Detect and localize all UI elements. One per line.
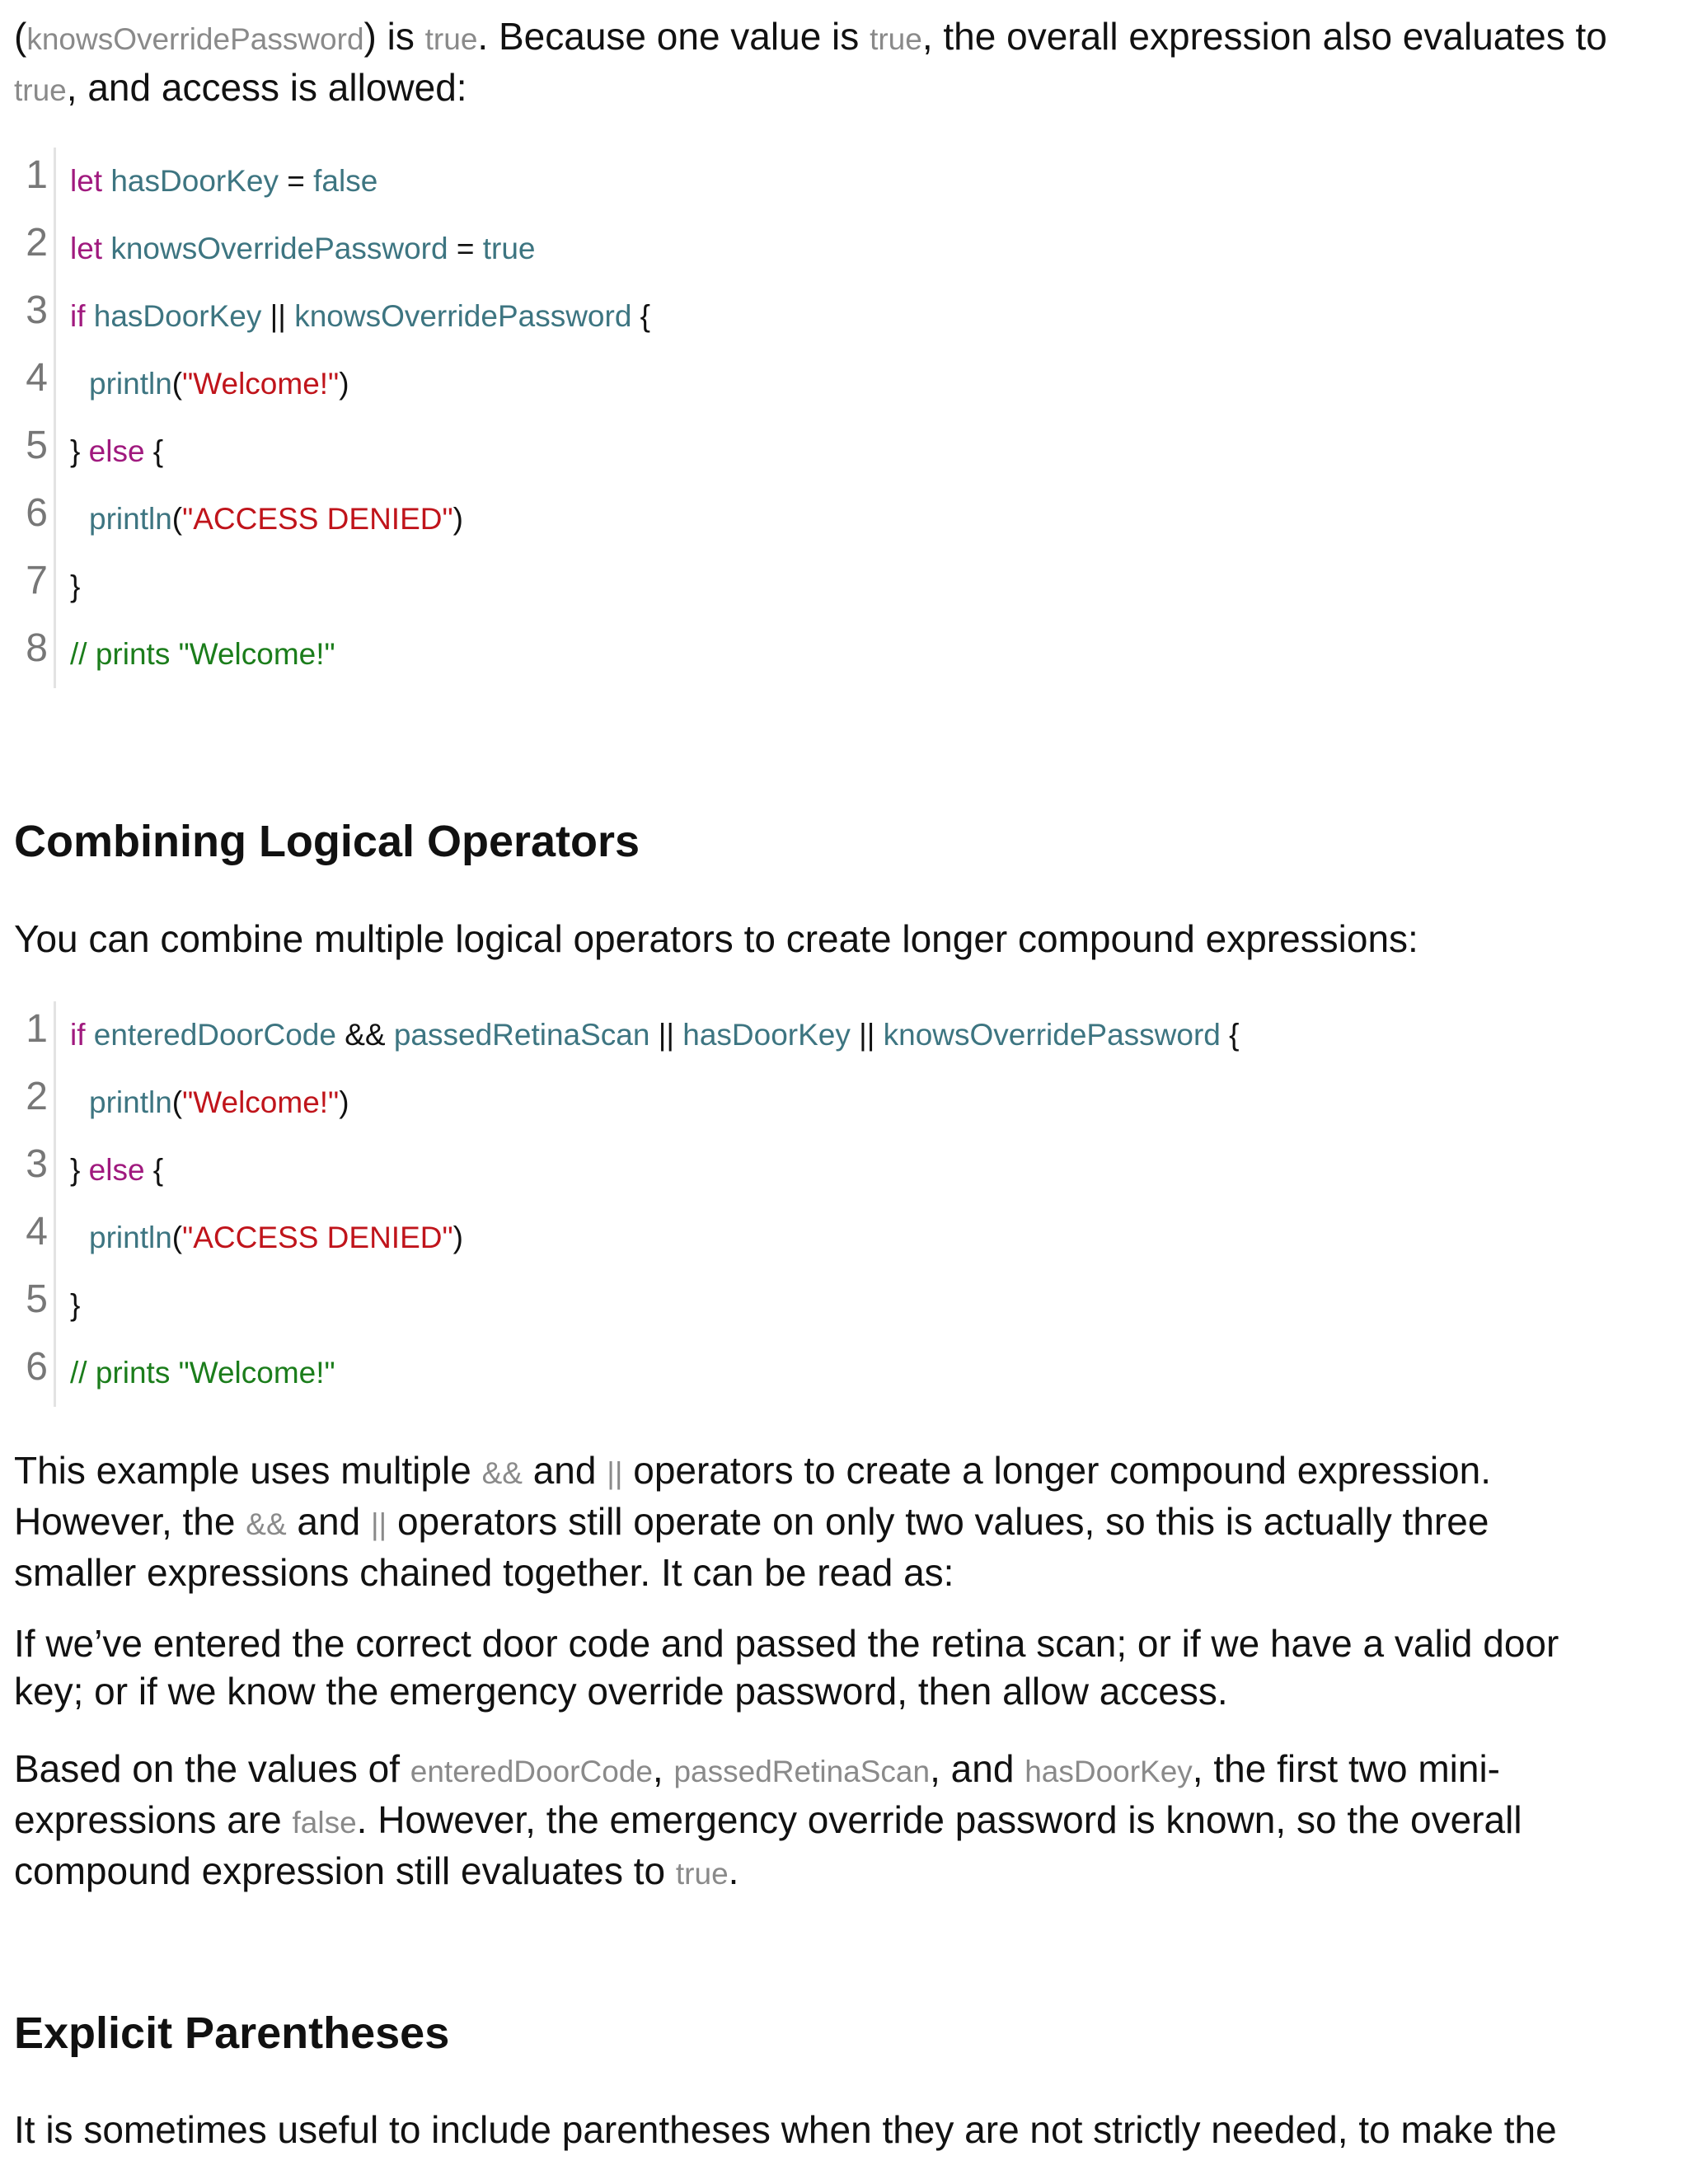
paren: (	[171, 367, 183, 401]
function-name: println	[89, 1085, 172, 1119]
text-fragment: This example uses multiple	[14, 1449, 482, 1492]
string-literal: "Welcome!"	[182, 1085, 340, 1119]
section-heading-combining: Combining Logical Operators	[14, 817, 640, 866]
text-fragment: and	[286, 1500, 371, 1543]
paren: )	[339, 367, 349, 401]
inline-code: true	[675, 1857, 729, 1891]
evaluation-paragraph	[14, 1745, 1662, 1898]
string-literal: "ACCESS DENIED"	[182, 502, 453, 536]
keyword: if	[70, 299, 86, 333]
text-fragment: Based on the values of	[14, 1747, 410, 1790]
operator: =	[278, 164, 314, 198]
code-line	[26, 1137, 1240, 1204]
identifier: knowsOverridePassword	[110, 232, 448, 265]
brace: }	[70, 434, 89, 468]
text-fragment: However, the	[14, 1500, 246, 1543]
text-fragment: (	[14, 15, 27, 58]
keyword: else	[88, 434, 145, 468]
code-comment: // prints "Welcome!"	[70, 637, 335, 671]
intro-paragraph	[14, 12, 1662, 115]
line-number: 2	[26, 1075, 48, 1118]
code-line	[26, 1272, 1240, 1339]
text-fragment: operators still operate on only two values, so this is actually three	[387, 1500, 1489, 1543]
code-block-2	[26, 1001, 1240, 1407]
reading-paragraph	[14, 1619, 1662, 1715]
identifier: knowsOverridePassword	[294, 299, 632, 333]
paren: (	[171, 1085, 183, 1119]
line-number: 8	[26, 626, 48, 670]
keyword: if	[70, 1018, 86, 1052]
line-number: 7	[26, 559, 48, 602]
inline-code: true	[14, 73, 67, 107]
text-fragment: . Because one value is	[477, 15, 870, 58]
paren: (	[171, 502, 183, 536]
keyword: else	[88, 1153, 145, 1187]
identifier: enteredDoorCode	[93, 1018, 336, 1052]
line-number: 5	[26, 1277, 48, 1321]
brace: {	[631, 299, 651, 333]
code-comment: // prints "Welcome!"	[70, 1356, 335, 1390]
text-fragment: ,	[652, 1747, 674, 1790]
brace: }	[70, 1288, 81, 1322]
text-fragment: key; or if we know the emergency override password, then allow access.	[14, 1670, 1228, 1713]
identifier: hasDoorKey	[93, 299, 262, 333]
line-number: 1	[26, 1007, 48, 1051]
code-line	[26, 553, 650, 621]
brace: }	[70, 1153, 89, 1187]
section-heading-parentheses: Explicit Parentheses	[14, 2008, 450, 2058]
text-fragment: . However, the emergency override password is known, so the overall	[356, 1798, 1522, 1841]
text-fragment: expressions are	[14, 1798, 293, 1841]
inline-code: ||	[370, 1507, 387, 1541]
line-number: 3	[26, 288, 48, 332]
operator: &&	[335, 1018, 394, 1052]
inline-code: passedRetinaScan	[673, 1755, 931, 1788]
code-line	[26, 418, 650, 485]
identifier: hasDoorKey	[110, 164, 279, 198]
operator: ||	[649, 1018, 683, 1052]
line-number: 1	[26, 153, 48, 197]
identifier: knowsOverridePassword	[883, 1018, 1221, 1052]
line-number: 4	[26, 356, 48, 400]
literal: false	[313, 164, 378, 198]
text-fragment: , the overall expression also evaluates to	[921, 15, 1607, 58]
explanation-paragraph	[14, 1446, 1662, 1596]
code-line	[26, 283, 651, 350]
line-number: 5	[26, 424, 48, 467]
literal: true	[482, 232, 536, 265]
paren: (	[171, 1221, 183, 1254]
brace: }	[70, 569, 81, 603]
brace: {	[144, 434, 164, 468]
paren: )	[452, 1221, 463, 1254]
text-fragment: , and	[930, 1747, 1025, 1790]
text-fragment: smaller expressions chained together. It can be read as:	[14, 1551, 954, 1594]
text-fragment: , and access is allowed:	[66, 66, 467, 109]
keyword: let	[70, 164, 103, 198]
section-intro-combining: You can combine multiple logical operators to create longer compound expressions:	[14, 917, 1418, 960]
brace: {	[144, 1153, 164, 1187]
paren: )	[339, 1085, 349, 1119]
code-line	[26, 1204, 1240, 1272]
line-number: 6	[26, 491, 48, 535]
function-name: println	[89, 502, 172, 536]
text-fragment: compound expression still evaluates to	[14, 1849, 676, 1892]
operator: ||	[261, 299, 295, 333]
brace: {	[1220, 1018, 1240, 1052]
string-literal: "Welcome!"	[182, 367, 340, 401]
text-fragment: operators to create a longer compound expression.	[622, 1449, 1491, 1492]
code-line	[26, 1001, 1240, 1069]
inline-code: false	[292, 1806, 357, 1840]
inline-code: true	[870, 22, 922, 56]
identifier: passedRetinaScan	[393, 1018, 650, 1052]
inline-code: &&	[246, 1507, 287, 1541]
line-number: 6	[26, 1345, 48, 1389]
code-block-1	[26, 148, 651, 688]
paren: )	[452, 502, 463, 536]
section-intro-parentheses: It is sometimes useful to include parentheses when they are not strictly needed, to make the	[14, 2108, 1557, 2151]
text-fragment: If we’ve entered the correct door code and passed the retina scan; or if we have a valid door	[14, 1622, 1559, 1665]
code-line	[26, 621, 650, 688]
code-line	[26, 1339, 1240, 1407]
inline-code: enteredDoorCode	[410, 1755, 653, 1788]
text-fragment: , the first two mini-	[1192, 1747, 1500, 1790]
line-number: 4	[26, 1210, 48, 1254]
function-name: println	[89, 1221, 172, 1254]
code-line	[26, 148, 650, 215]
code-line	[26, 485, 650, 553]
code-line	[26, 1069, 1240, 1137]
text-fragment: and	[522, 1449, 607, 1492]
inline-code: &&	[481, 1456, 523, 1490]
identifier: hasDoorKey	[682, 1018, 851, 1052]
line-number: 2	[26, 221, 48, 265]
operator: ||	[850, 1018, 884, 1052]
line-number: 3	[26, 1142, 48, 1186]
operator: =	[448, 232, 483, 265]
keyword: let	[70, 232, 103, 265]
text-fragment: .	[728, 1849, 739, 1892]
text-fragment: ) is	[363, 15, 425, 58]
inline-code: true	[424, 22, 478, 56]
code-line	[26, 215, 650, 283]
inline-code: knowsOverridePassword	[26, 22, 364, 56]
code-line	[26, 350, 650, 418]
string-literal: "ACCESS DENIED"	[182, 1221, 453, 1254]
function-name: println	[89, 367, 172, 401]
inline-code: hasDoorKey	[1025, 1755, 1193, 1788]
inline-code: ||	[607, 1456, 623, 1490]
